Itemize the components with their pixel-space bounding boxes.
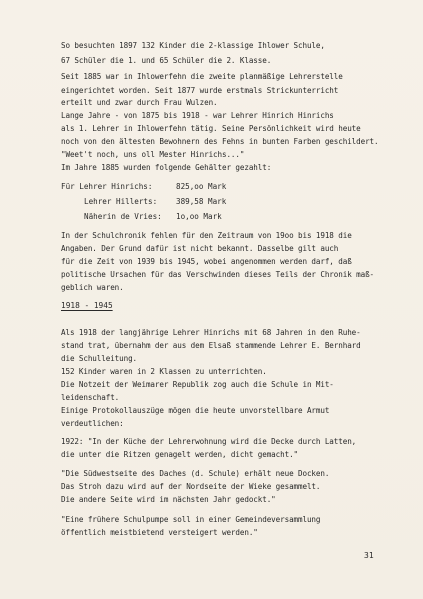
text-line: als 1. Lehrer in Ihlowerfehn tätig. Seine Persönlichkeit wird heute (61, 124, 361, 133)
text-line: die Schulleitung. (61, 354, 138, 363)
text-line: stand trat, übernahm der aus dem Elsaß stammende Lehrer E. Bernhard (61, 341, 361, 350)
text-line: Als 1918 der langjährige Lehrer Hinrichs mit 68 Jahren in den Ruhe- (61, 328, 361, 337)
quote-line: öffentlich meistbietend versteigert werden." (61, 528, 258, 537)
text-line: In der Schulchronik fehlen für den Zeitraum von 19oo bis 1918 die (61, 231, 352, 240)
salary-amount: 389,58 Mark (176, 197, 227, 206)
salary-name: Für Lehrer Hinrichs: (61, 182, 153, 191)
quote-line: 1922: "In der Küche der Lehrerwohnung wird die Decke durch Latten, (61, 437, 357, 446)
text-line: erteilt und zwar durch Frau Wulzen. (61, 98, 218, 107)
salary-name: Lehrer Hillerts: (84, 197, 158, 206)
salary-name: Näherin de Vries: (84, 212, 162, 221)
quote-line: die unter die Ritzen genagelt werden, dicht gemacht." (61, 450, 299, 459)
text-line: noch von den ältesten Bewohnern des Fehns in bunten Farben geschildert. (61, 137, 379, 146)
text-line: So besuchten 1897 132 Kinder die 2-klassige Ihlower Schule, (61, 41, 325, 50)
text-line: Die Notzeit der Weimarer Republik zog auch die Schule in Mit- (61, 380, 334, 389)
quote-line: Das Stroh dazu wird auf der Nordseite der Wieke gesammelt. (61, 482, 321, 491)
text-line: für die Zeit von 1939 bis 1945, wobei angenommen werden darf, daß (61, 257, 352, 266)
text-line: Seit 1885 war in Ihlowerfehn die zweite planmäßige Lehrerstelle (61, 72, 343, 81)
text-line: geblich waren. (61, 283, 124, 292)
text-line: leidenschaft. (61, 393, 120, 402)
text-line: Einige Protokollauszüge mögen die heute unvorstellbare Armut (61, 406, 330, 415)
quote-line: "Die Südwestseite des Daches (d. Schule) erhält neue Docken. (61, 469, 330, 478)
quote-line: "Eine frühere Schulpumpe soll in einer Gemeindeversammlung (61, 515, 321, 524)
text-line: 67 Schüler die 1. und 65 Schüler die 2. Klasse. (61, 56, 272, 65)
text-line: Lange Jahre - von 1875 bis 1918 - war Lehrer Hinrich Hinrichs (61, 111, 334, 120)
text-line: Im Jahre 1885 wurden folgende Gehälter gezahlt: (61, 163, 272, 172)
page-number: 31 (364, 551, 374, 560)
salary-amount: 1o,oo Mark (176, 212, 222, 221)
text-line: politische Ursachen für das Verschwinden dieses Teils der Chronik maß- (61, 270, 375, 279)
section-heading: 1918 - 1945 (61, 301, 113, 310)
text-line: eingerichtet worden. Seit 1877 wurde erstmals Strickunterricht (61, 86, 339, 95)
salary-amount: 825,oo Mark (176, 182, 227, 191)
quote-line: Die andere Seite wird im nächsten Jahr gedockt." (61, 495, 276, 504)
text-line: verdeutlichen: (61, 419, 124, 428)
text-line: Angaben. Der Grund dafür ist nicht bekannt. Dasselbe gilt auch (61, 244, 339, 253)
text-line: 152 Kinder waren in 2 Klassen zu unterrichten. (61, 367, 267, 376)
text-line: "Weet't noch, uns oll Mester Hinrichs..." (61, 150, 245, 159)
